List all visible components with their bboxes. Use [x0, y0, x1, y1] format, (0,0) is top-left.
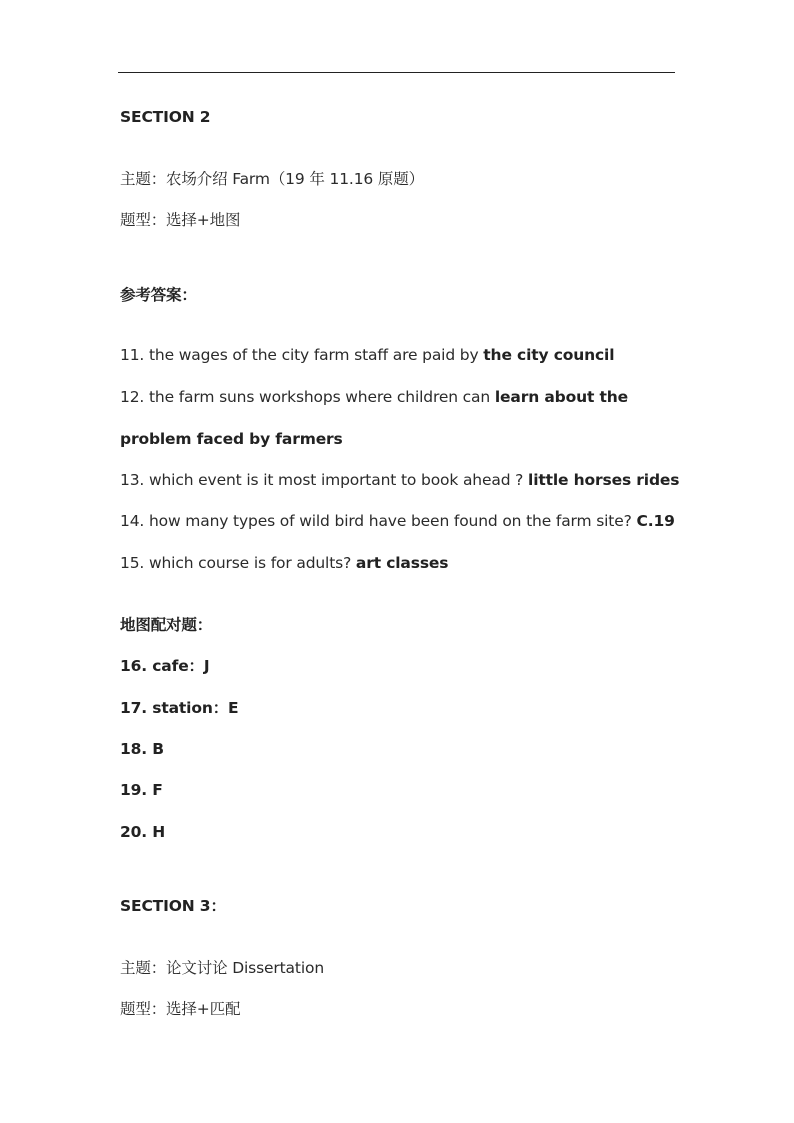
question-14 — [120, 511, 675, 531]
section-2-heading: SECTION 2 — [120, 108, 211, 126]
header-rule — [118, 72, 675, 73]
answers-heading: 参考答案： — [120, 286, 197, 304]
question-text: 11. the wages of the city farm staff are paid by — [120, 346, 484, 364]
map-answer-19: 19. F — [120, 781, 163, 799]
question-answer: the city council — [483, 346, 615, 364]
map-answer-17: 17. station：E — [120, 699, 239, 717]
section-2-type: 题型：选择+地图 — [120, 211, 241, 229]
section-3-heading: SECTION 3： — [120, 897, 226, 915]
section-3-topic: 主题：论文讨论 Dissertation — [120, 959, 324, 977]
section-3-type: 题型：选择+匹配 — [120, 1000, 241, 1018]
question-12-continued — [120, 429, 343, 449]
question-answer: C.19 — [636, 512, 675, 530]
question-12 — [120, 387, 628, 407]
question-15 — [120, 553, 448, 573]
question-answer: art classes — [355, 554, 449, 572]
question-text: 14. how many types of wild bird have been found on the farm site? — [120, 512, 637, 530]
question-11 — [120, 345, 614, 365]
section-2-topic: 主题：农场介绍 Farm（19 年 11.16 原题） — [120, 170, 424, 188]
question-answer: learn about the — [494, 388, 628, 406]
question-text: 15. which course is for adults? — [120, 554, 356, 572]
question-text: 13. which event is it most important to book ahead ? — [120, 471, 529, 489]
question-answer: problem faced by farmers — [120, 430, 343, 448]
question-13 — [120, 470, 679, 490]
map-answer-18: 18. B — [120, 740, 164, 758]
map-heading: 地图配对题： — [120, 616, 213, 634]
map-answer-16: 16. cafe：J — [120, 657, 210, 675]
question-answer: little horses rides — [528, 471, 680, 489]
map-answer-20: 20. H — [120, 823, 166, 841]
question-text: 12. the farm suns workshops where children can — [120, 388, 495, 406]
